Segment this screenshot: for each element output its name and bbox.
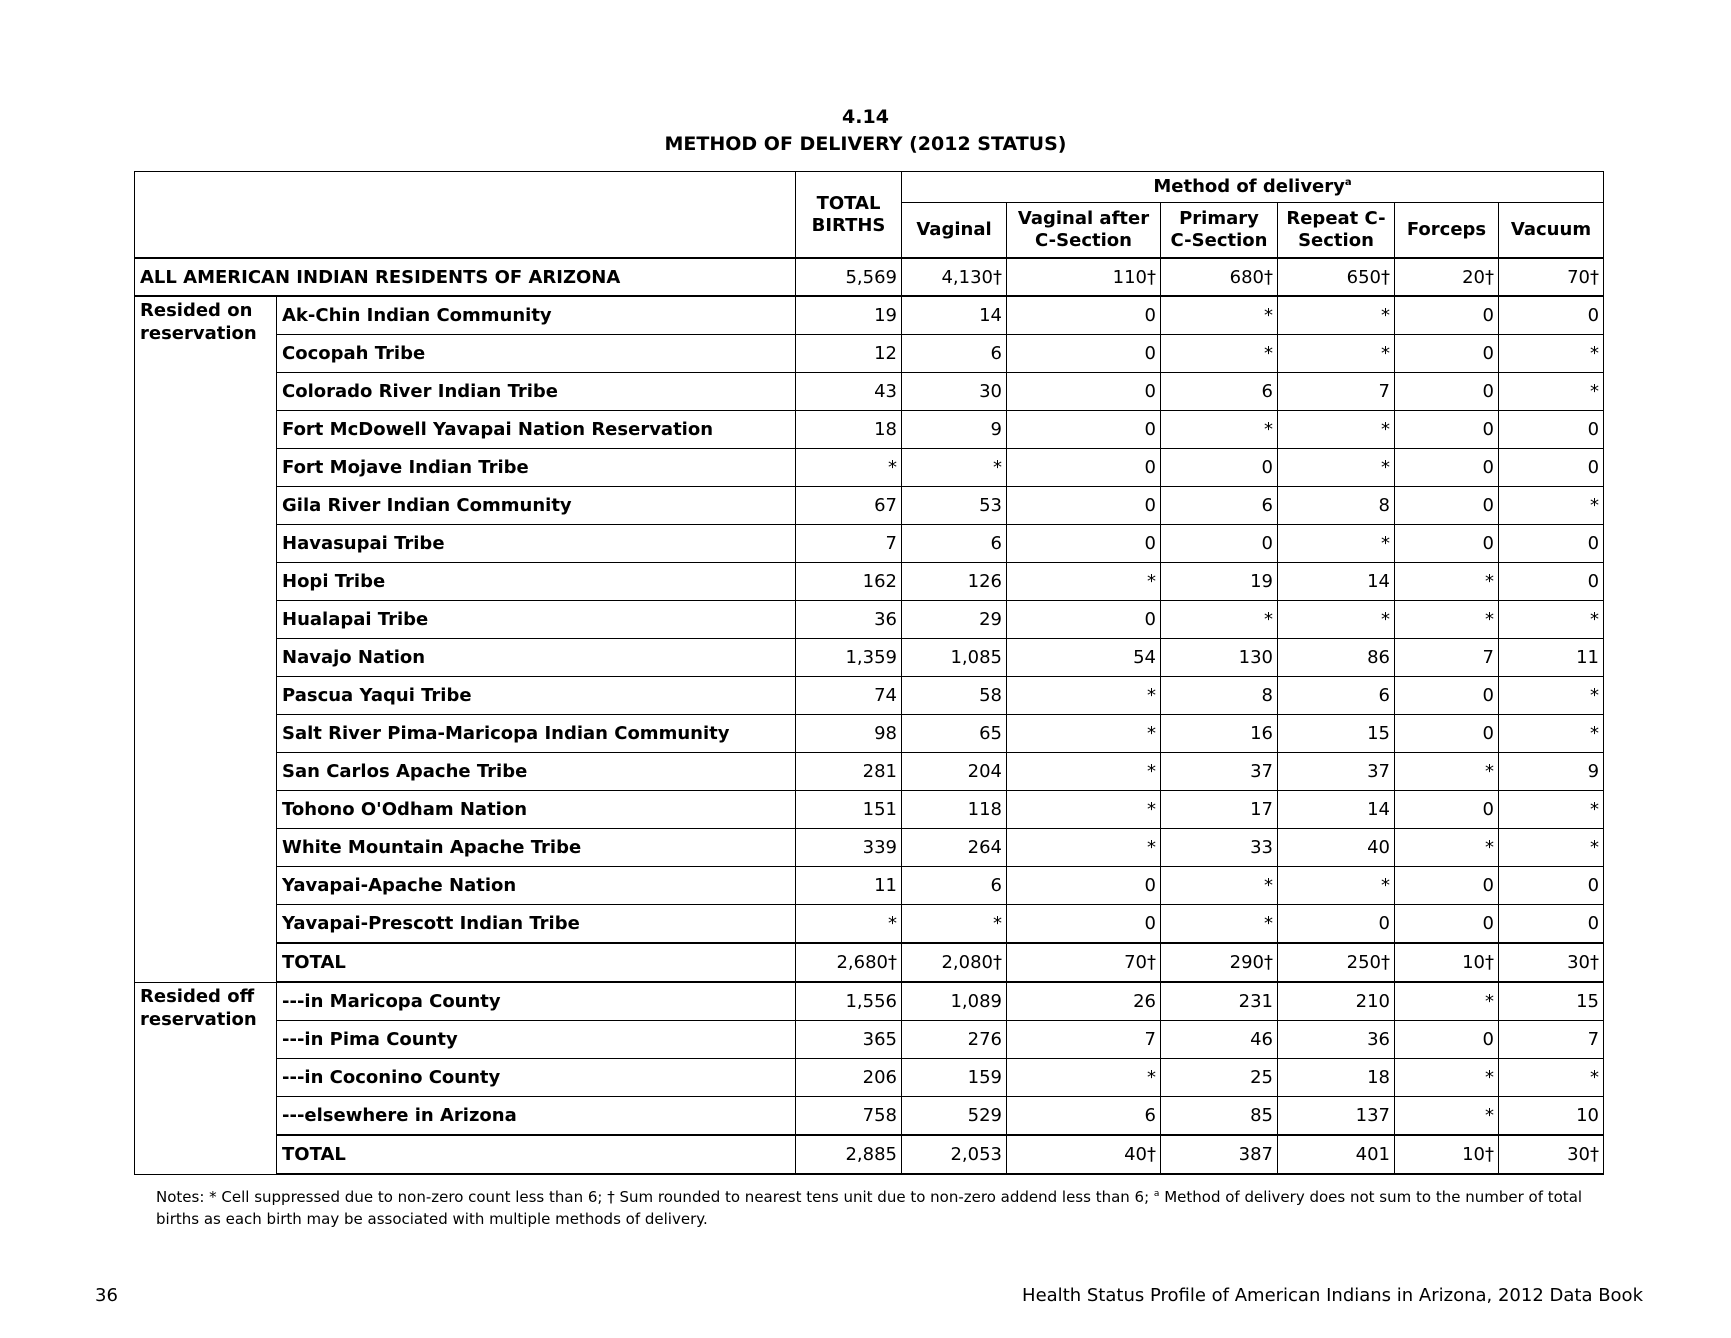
cell: 159 [902,1059,1007,1097]
header-vaginal: Vaginal [902,203,1007,259]
cell: * [1278,525,1395,563]
cell: * [1161,296,1278,335]
cell: 0 [1007,449,1161,487]
cell: 6 [1007,1097,1161,1136]
cell: 0 [1395,335,1499,373]
cell: 0 [1395,525,1499,563]
cell: 6 [1161,487,1278,525]
row-label: White Mountain Apache Tribe [277,829,796,867]
cell: 650† [1278,258,1395,296]
cell: 6 [902,525,1007,563]
cell: 20† [1395,258,1499,296]
cell: 126 [902,563,1007,601]
cell: 17 [1161,791,1278,829]
table-row [135,563,1604,601]
cell: 4,130† [902,258,1007,296]
cell: 0 [1499,296,1604,335]
cell: 46 [1161,1021,1278,1059]
cell: 0 [1395,411,1499,449]
cell: 231 [1161,982,1278,1021]
row-label: Yavapai-Apache Nation [277,867,796,905]
cell: 2,053 [902,1135,1007,1174]
row-label: TOTAL [277,1135,796,1174]
cell: 0 [1007,525,1161,563]
table-row [135,715,1604,753]
cell: 0 [1007,335,1161,373]
cell: 30† [1499,943,1604,982]
cell: * [1007,1059,1161,1097]
row-label: Hualapai Tribe [277,601,796,639]
cell: 339 [796,829,902,867]
cell: 6 [902,335,1007,373]
cell: 401 [1278,1135,1395,1174]
cell: 0 [1395,296,1499,335]
table-row [135,525,1604,563]
cell: * [1499,791,1604,829]
cell: 40† [1007,1135,1161,1174]
cell: * [1499,829,1604,867]
cell: * [902,905,1007,944]
cell: 15 [1499,982,1604,1021]
table-row [135,867,1604,905]
cell: 0 [1395,487,1499,525]
cell: 0 [1395,867,1499,905]
cell: 14 [1278,791,1395,829]
cell: * [1499,1059,1604,1097]
table-row [135,487,1604,525]
cell: * [1007,677,1161,715]
table-title [0,104,1731,158]
table-row [135,905,1604,944]
cell: * [796,905,902,944]
row-label: San Carlos Apache Tribe [277,753,796,791]
cell: * [1161,601,1278,639]
cell: 0 [1007,905,1161,944]
cell: * [1161,905,1278,944]
cell: 2,680† [796,943,902,982]
table-row [135,373,1604,411]
cell: 65 [902,715,1007,753]
cell: 0 [1395,905,1499,944]
cell: 6 [1161,373,1278,411]
cell: 85 [1161,1097,1278,1136]
row-label: Salt River Pima-Maricopa Indian Community [277,715,796,753]
cell: 290† [1161,943,1278,982]
table-row [135,411,1604,449]
cell: * [1007,791,1161,829]
row-label: Fort McDowell Yavapai Nation Reservation [277,411,796,449]
cell: 387 [1161,1135,1278,1174]
cell: 6 [1278,677,1395,715]
cell: 98 [796,715,902,753]
cell: 25 [1161,1059,1278,1097]
cell: 1,085 [902,639,1007,677]
cell: 14 [902,296,1007,335]
cell: 0 [1161,525,1278,563]
cell: 210 [1278,982,1395,1021]
cell: 10† [1395,1135,1499,1174]
table-row [135,677,1604,715]
cell: 86 [1278,639,1395,677]
cell: 9 [1499,753,1604,791]
cell: 7 [1395,639,1499,677]
row-label: Ak-Chin Indian Community [277,296,796,335]
cell: * [1161,411,1278,449]
cell: 118 [902,791,1007,829]
cell: 30† [1499,1135,1604,1174]
cell: 1,359 [796,639,902,677]
row-label: Colorado River Indian Tribe [277,373,796,411]
group-label: Resided on reservation [135,296,277,982]
cell: 10† [1395,943,1499,982]
cell: 250† [1278,943,1395,982]
cell: 1,556 [796,982,902,1021]
table-row [135,296,1604,335]
cell: * [1278,601,1395,639]
cell: 15 [1278,715,1395,753]
cell: 0 [1007,411,1161,449]
cell: * [1395,1097,1499,1136]
cell: 0 [1007,373,1161,411]
cell: * [902,449,1007,487]
cell: 2,080† [902,943,1007,982]
cell: 204 [902,753,1007,791]
cell: * [1499,373,1604,411]
cell: 0 [1161,449,1278,487]
header-blank-cell [135,172,796,259]
row-label: Hopi Tribe [277,563,796,601]
cell: 19 [1161,563,1278,601]
cell: * [1499,677,1604,715]
cell: 40 [1278,829,1395,867]
cell: 0 [1499,563,1604,601]
notes-text-1: Notes: * Cell suppressed due to non-zero count less than 6; † Sum rounded to nearest tens unit due to non-zero addend less than 6; [156,1188,1154,1206]
cell: 0 [1007,296,1161,335]
cell: * [1395,601,1499,639]
row-label: ---elsewhere in Arizona [277,1097,796,1136]
cell: 2,885 [796,1135,902,1174]
delivery-method-table [134,171,1604,1175]
cell: 264 [902,829,1007,867]
cell: 36 [796,601,902,639]
table-row [135,1059,1604,1097]
table-notes [156,1186,1596,1230]
cell: * [1499,487,1604,525]
all-residents-row [135,258,1604,296]
table-row [135,753,1604,791]
cell: 162 [796,563,902,601]
cell: 8 [1161,677,1278,715]
cell: 37 [1278,753,1395,791]
cell: * [1499,335,1604,373]
cell: * [1395,982,1499,1021]
header-repeat-c-section: Repeat C-Section [1278,203,1395,259]
table-row [135,335,1604,373]
header-method-of-delivery [902,172,1604,203]
row-label: Havasupai Tribe [277,525,796,563]
cell: * [1161,335,1278,373]
cell: * [1007,563,1161,601]
cell: 0 [1499,525,1604,563]
cell: 0 [1278,905,1395,944]
cell: * [1395,1059,1499,1097]
cell: 74 [796,677,902,715]
row-label: ---in Coconino County [277,1059,796,1097]
cell: 11 [1499,639,1604,677]
cell: 12 [796,335,902,373]
cell: 0 [1499,905,1604,944]
total-row [135,943,1604,982]
row-label: Yavapai-Prescott Indian Tribe [277,905,796,944]
cell: * [1007,829,1161,867]
header-vbac: Vaginal after C-Section [1007,203,1161,259]
header-method-of-delivery-label: Method of delivery [1153,176,1345,197]
cell: 0 [1395,677,1499,715]
cell: 276 [902,1021,1007,1059]
table-row [135,449,1604,487]
row-label: ---in Maricopa County [277,982,796,1021]
row-label: TOTAL [277,943,796,982]
cell: 26 [1007,982,1161,1021]
table-row [135,982,1604,1021]
cell: 43 [796,373,902,411]
page-number: 36 [95,1285,118,1306]
cell: 151 [796,791,902,829]
cell: 206 [796,1059,902,1097]
cell: 14 [1278,563,1395,601]
cell: 758 [796,1097,902,1136]
header-method-sup: a [1344,177,1352,188]
cell: 7 [796,525,902,563]
row-label: ---in Pima County [277,1021,796,1059]
cell: 0 [1499,867,1604,905]
cell: 137 [1278,1097,1395,1136]
cell: 0 [1395,715,1499,753]
cell: 29 [902,601,1007,639]
table-row [135,829,1604,867]
cell: 0 [1395,1021,1499,1059]
cell: 54 [1007,639,1161,677]
cell: * [796,449,902,487]
table-row [135,1097,1604,1136]
cell: 53 [902,487,1007,525]
cell: 0 [1499,411,1604,449]
cell: 110† [1007,258,1161,296]
cell: 10 [1499,1097,1604,1136]
cell: 0 [1007,867,1161,905]
cell: 19 [796,296,902,335]
cell: 1,089 [902,982,1007,1021]
cell: 7 [1007,1021,1161,1059]
cell: 365 [796,1021,902,1059]
cell: 7 [1499,1021,1604,1059]
cell: * [1278,411,1395,449]
total-row [135,1135,1604,1174]
cell: 0 [1007,601,1161,639]
header-forceps: Forceps [1395,203,1499,259]
cell: 130 [1161,639,1278,677]
row-label: Pascua Yaqui Tribe [277,677,796,715]
table-heading: METHOD OF DELIVERY (2012 STATUS) [664,133,1067,155]
table-number: 4.14 [842,106,889,128]
notes-text-2: Method of delivery does not sum to the number of total births as each birth may be associated with multiple methods of delivery. [156,1188,1583,1228]
group-label: Resided off reservation [135,982,277,1174]
cell: * [1499,715,1604,753]
cell: 0 [1395,791,1499,829]
row-label: Tohono O'Odham Nation [277,791,796,829]
row-label: Gila River Indian Community [277,487,796,525]
cell: * [1278,867,1395,905]
cell: * [1278,449,1395,487]
cell: 36 [1278,1021,1395,1059]
table-row [135,791,1604,829]
row-label: Navajo Nation [277,639,796,677]
cell: 11 [796,867,902,905]
cell: * [1395,829,1499,867]
cell: 680† [1161,258,1278,296]
table-row [135,1021,1604,1059]
table-row [135,639,1604,677]
cell: * [1278,335,1395,373]
all-residents-label: ALL AMERICAN INDIAN RESIDENTS OF ARIZONA [135,258,796,296]
cell: 18 [1278,1059,1395,1097]
header-total-births: TOTAL BIRTHS [796,172,902,259]
cell: 0 [1395,449,1499,487]
cell: * [1007,715,1161,753]
cell: * [1395,753,1499,791]
notes-sup: a [1153,1189,1160,1199]
cell: 8 [1278,487,1395,525]
header-vacuum: Vacuum [1499,203,1604,259]
cell: * [1499,601,1604,639]
row-label: Fort Mojave Indian Tribe [277,449,796,487]
cell: 30 [902,373,1007,411]
cell: 70† [1499,258,1604,296]
cell: 7 [1278,373,1395,411]
table-row [135,601,1604,639]
cell: 58 [902,677,1007,715]
book-title: Health Status Profile of American Indians in Arizona, 2012 Data Book [1022,1285,1643,1306]
cell: 67 [796,487,902,525]
cell: 9 [902,411,1007,449]
cell: 0 [1007,487,1161,525]
cell: 0 [1395,373,1499,411]
cell: 5,569 [796,258,902,296]
cell: 529 [902,1097,1007,1136]
header-primary-c-section: Primary C-Section [1161,203,1278,259]
cell: * [1395,563,1499,601]
cell: 33 [1161,829,1278,867]
cell: 18 [796,411,902,449]
cell: 0 [1499,449,1604,487]
cell: * [1007,753,1161,791]
cell: 70† [1007,943,1161,982]
cell: * [1278,296,1395,335]
cell: * [1161,867,1278,905]
cell: 37 [1161,753,1278,791]
cell: 6 [902,867,1007,905]
row-label: Cocopah Tribe [277,335,796,373]
cell: 16 [1161,715,1278,753]
cell: 281 [796,753,902,791]
